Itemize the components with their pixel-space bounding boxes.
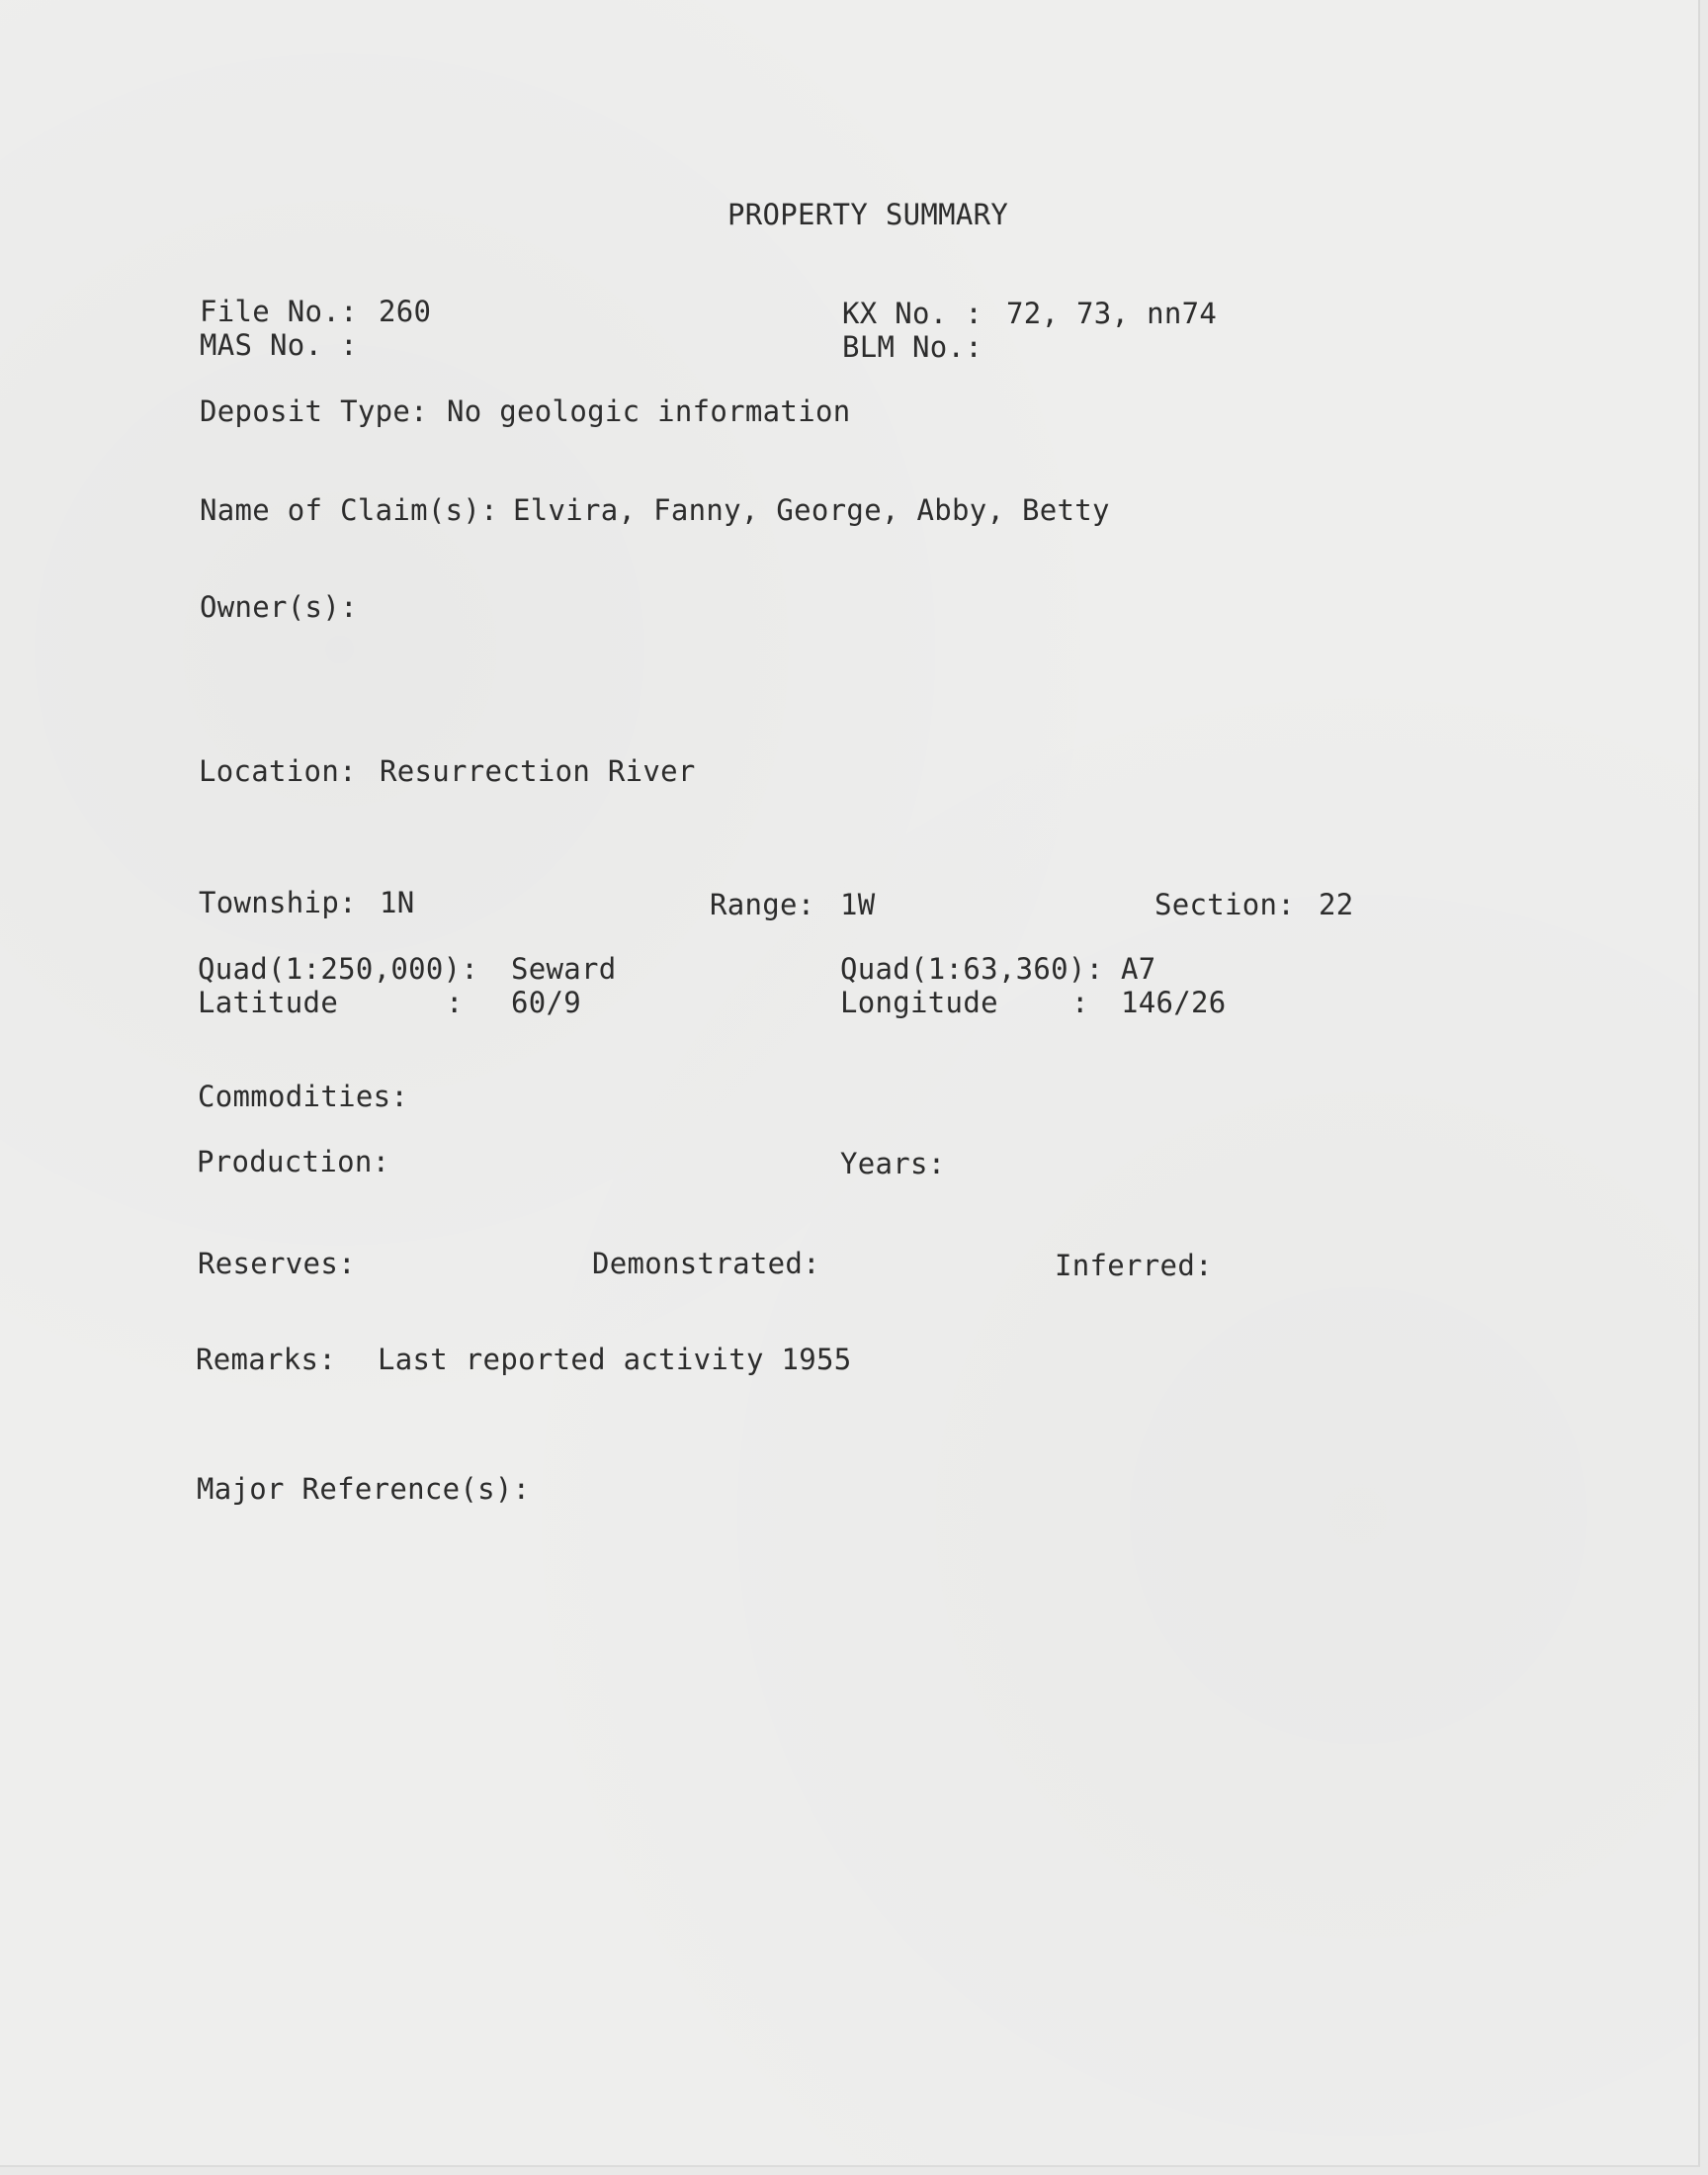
- quad-250-value: Seward: [511, 952, 617, 986]
- quad-250-label: Quad(1:250,000):: [198, 952, 479, 986]
- quad-63-value: A7: [1121, 952, 1156, 986]
- deposit-type-label: Deposit Type:: [200, 394, 428, 428]
- range-label: Range:: [710, 888, 815, 921]
- remarks-label: Remarks:: [196, 1343, 337, 1376]
- page-title: PROPERTY SUMMARY: [727, 198, 1009, 231]
- demonstrated-label: Demonstrated:: [592, 1247, 820, 1280]
- file-no-value: 260: [379, 295, 432, 328]
- latitude-value: 60/9: [511, 986, 582, 1019]
- commodities-label: Commodities:: [198, 1080, 409, 1113]
- longitude-separator: :: [1071, 986, 1089, 1019]
- township-label: Township:: [199, 886, 357, 919]
- quad-63-label: Quad(1:63,360):: [840, 952, 1104, 986]
- reserves-label: Reserves:: [198, 1247, 356, 1280]
- kx-no-value: 72, 73, nn74: [1006, 297, 1218, 330]
- blm-no-label: BLM No.:: [842, 330, 983, 364]
- owners-label: Owner(s):: [200, 590, 358, 624]
- section-value: 22: [1319, 888, 1354, 921]
- file-no-label: File No.:: [200, 295, 358, 328]
- years-label: Years:: [840, 1147, 946, 1180]
- longitude-value: 146/26: [1121, 986, 1227, 1019]
- major-references-label: Major Reference(s):: [197, 1472, 531, 1506]
- claims-value: Elvira, Fanny, George, Abby, Betty: [513, 493, 1110, 527]
- range-value: 1W: [840, 888, 876, 921]
- remarks-value: Last reported activity 1955: [378, 1343, 852, 1376]
- location-label: Location:: [199, 754, 357, 788]
- mas-no-label: MAS No. :: [200, 328, 358, 362]
- longitude-label: Longitude: [840, 986, 998, 1019]
- deposit-type-value: No geologic information: [447, 394, 851, 428]
- latitude-label: Latitude: [198, 986, 339, 1019]
- location-value: Resurrection River: [380, 754, 696, 788]
- latitude-separator: :: [446, 986, 464, 1019]
- inferred-label: Inferred:: [1055, 1249, 1213, 1282]
- claims-label: Name of Claim(s):: [200, 493, 498, 527]
- kx-no-label: KX No. :: [842, 297, 983, 330]
- township-value: 1N: [380, 886, 415, 919]
- section-label: Section:: [1154, 888, 1296, 921]
- production-label: Production:: [197, 1145, 390, 1178]
